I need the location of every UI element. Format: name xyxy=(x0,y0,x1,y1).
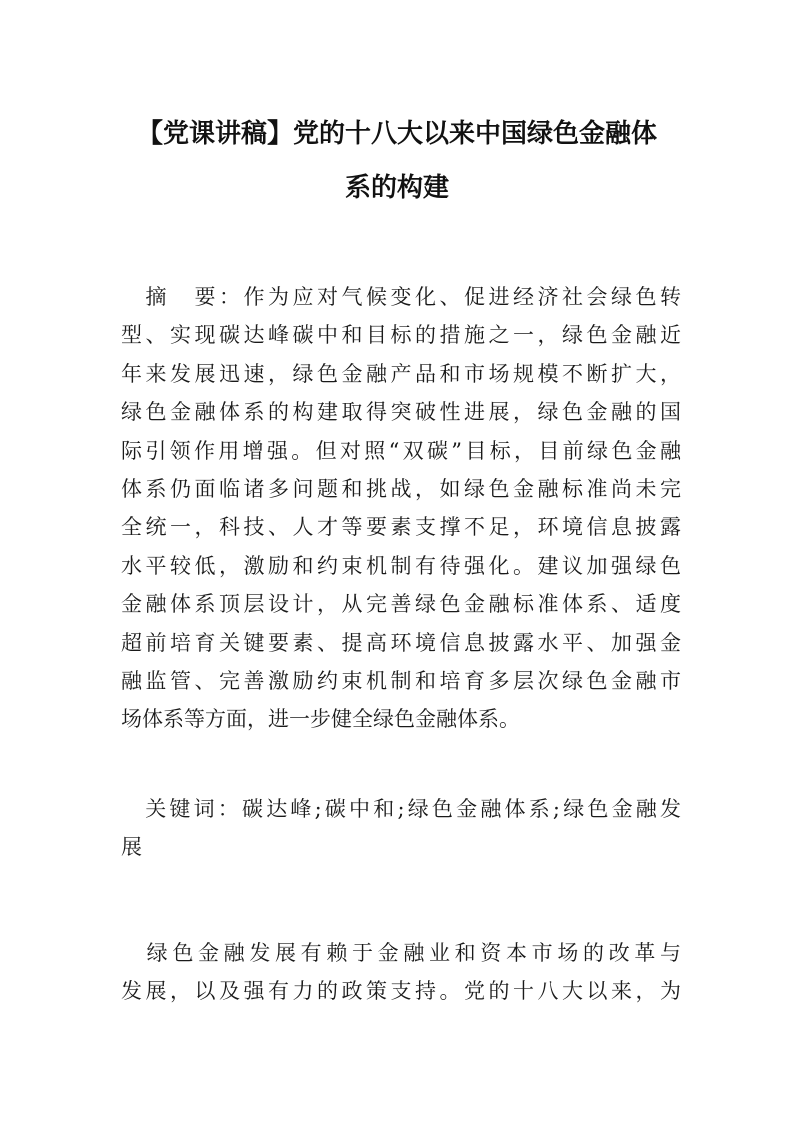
abstract-line: 金融体系顶层设计，从完善绿色金融标准体系、适度 xyxy=(121,592,681,617)
abstract-paragraph xyxy=(121,278,681,739)
abstract-line: 超前培育关键要素、提高环境信息披露水平、加强金 xyxy=(121,630,681,655)
abstract-line: 摘 要：作为应对气候变化、促进经济社会绿色转 xyxy=(121,285,681,309)
abstract-line: 全统一，科技、人才等要素支撑不足，环境信息披露 xyxy=(121,515,681,540)
abstract-line: 绿色金融体系的构建取得突破性进展，绿色金融的国 xyxy=(121,400,681,425)
keywords-line: 关键词：碳达峰;碳中和;绿色金融体系;绿色金融发 xyxy=(121,797,681,821)
document-title-line-2: 系的构建 xyxy=(344,173,449,203)
abstract-line: 年来发展迅速，绿色金融产品和市场规模不断扩大， xyxy=(121,361,681,386)
abstract-line: 水平较低，激励和约束机制有待强化。建议加强绿色 xyxy=(121,553,681,578)
abstract-line: 际引领作用增强。但对照“双碳”目标，目前绿色金融 xyxy=(121,438,681,463)
abstract-line: 体系仍面临诸多问题和挑战，如绿色金融标准尚未完 xyxy=(121,476,681,501)
abstract-line: 融监管、完善激励约束机制和培育多层次绿色金融市 xyxy=(121,668,681,693)
abstract-line: 型、实现碳达峰碳中和目标的措施之一，绿色金融近 xyxy=(121,323,681,348)
body-line: 绿色金融发展有赖于金融业和资本市场的改革与 xyxy=(121,941,681,965)
keywords-paragraph xyxy=(121,790,681,867)
keywords-line: 展 xyxy=(121,835,142,860)
body-paragraph xyxy=(121,934,681,1011)
document-title-line-1: 【党课讲稿】党的十八大以来中国绿色金融体 xyxy=(136,119,657,149)
body-line: 发展，以及强有力的政策支持。党的十八大以来，为 xyxy=(121,979,681,1004)
abstract-line: 场体系等方面，进一步健全绿色金融体系。 xyxy=(121,707,520,732)
